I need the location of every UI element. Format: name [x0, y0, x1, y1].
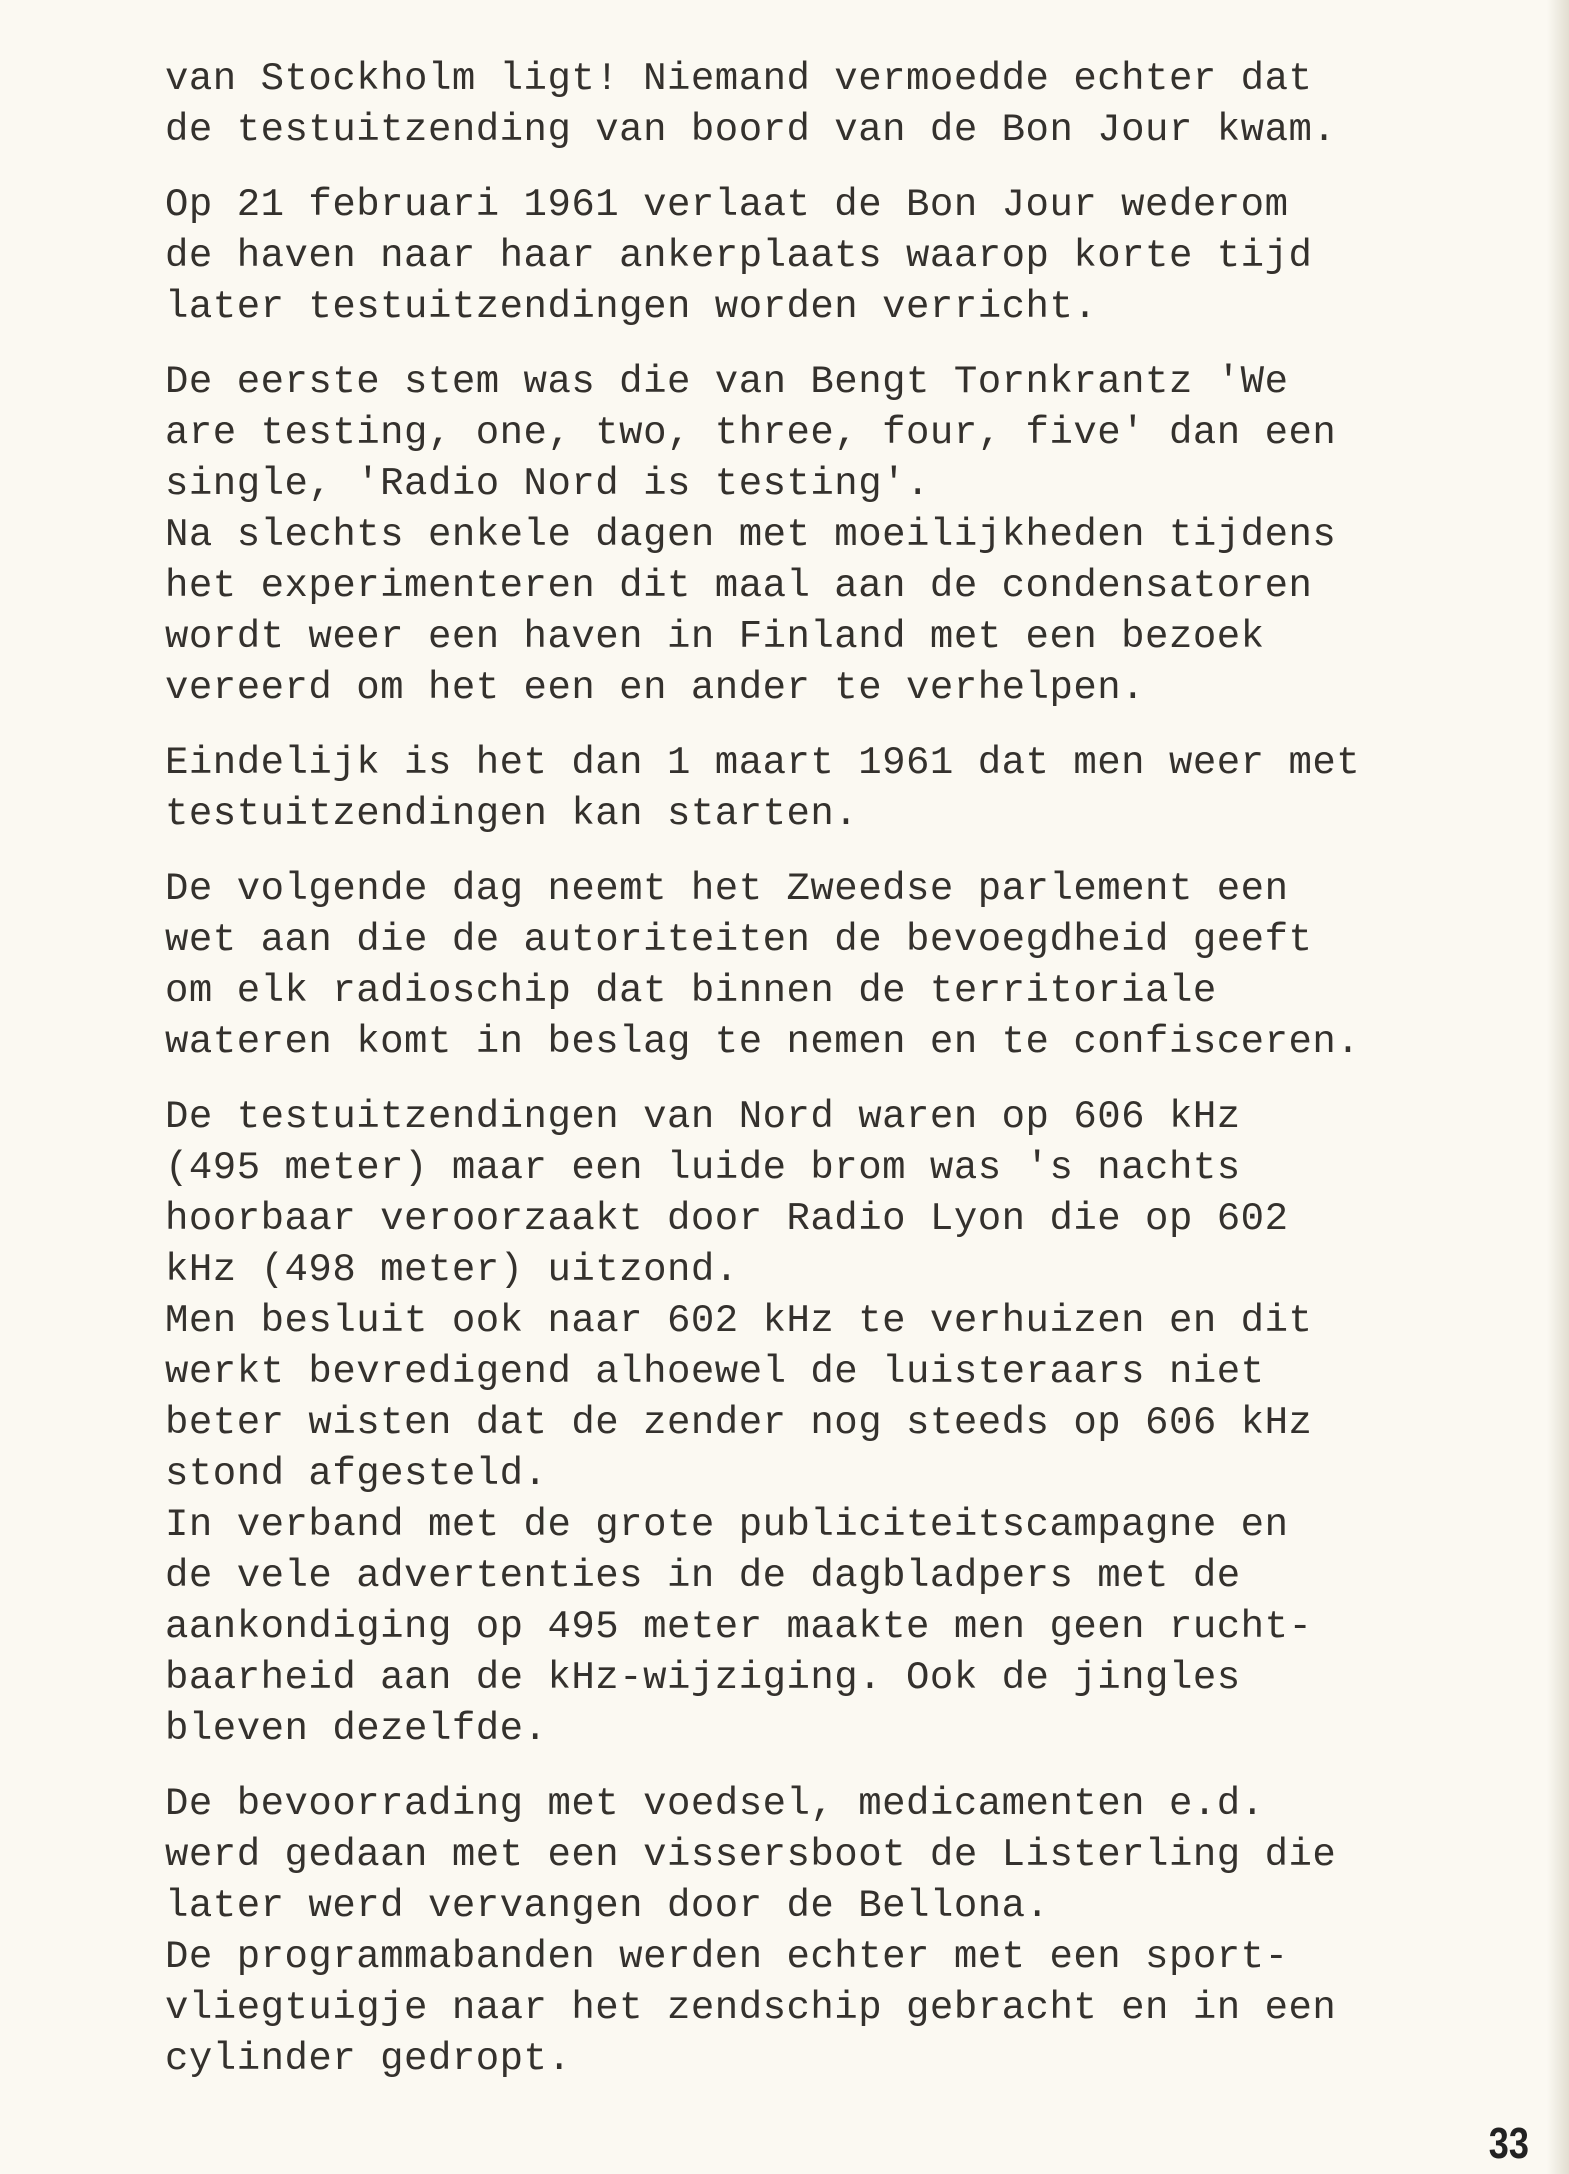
- text-line: aankondiging op 495 meter maakte men geen rucht-: [165, 1605, 1313, 1649]
- text-line: Men besluit ook naar 602 kHz te verhuizen en dit: [165, 1299, 1313, 1343]
- text-line: de testuitzending van boord van de Bon Jour kwam.: [165, 108, 1337, 152]
- text-line: later werd vervangen door de Bellona.: [165, 1884, 1050, 1928]
- text-line: bleven dezelfde.: [165, 1707, 548, 1751]
- text-line: vereerd om het een en ander te verhelpen.: [165, 666, 1146, 710]
- paragraph: [165, 1092, 1525, 1755]
- text-line: om elk radioschip dat binnen de territoriale: [165, 969, 1217, 1013]
- text-line: werd gedaan met een vissersboot de Listerling die: [165, 1833, 1337, 1877]
- text-line: De bevoorrading met voedsel, medicamenten e.d.: [165, 1782, 1265, 1826]
- text-line: werkt bevredigend alhoewel de luisteraars niet: [165, 1350, 1265, 1394]
- text-line: are testing, one, two, three, four, five' dan een: [165, 411, 1337, 455]
- text-line: In verband met de grote publiciteitscampagne en: [165, 1503, 1289, 1547]
- text-line: stond afgesteld.: [165, 1452, 548, 1496]
- text-line: later testuitzendingen worden verricht.: [165, 285, 1098, 329]
- paragraph: [165, 54, 1525, 156]
- text-line: beter wisten dat de zender nog steeds op 606 kHz: [165, 1401, 1313, 1445]
- page-number: 33: [1488, 2119, 1529, 2168]
- text-line: de vele advertenties in de dagbladpers met de: [165, 1554, 1241, 1598]
- text-line: testuitzendingen kan starten.: [165, 792, 859, 836]
- text-line: (495 meter) maar een luide brom was 's nachts: [165, 1146, 1241, 1190]
- paragraph: [165, 738, 1525, 840]
- text-line: single, 'Radio Nord is testing'.: [165, 462, 930, 506]
- text-line: cylinder gedropt.: [165, 2037, 572, 2081]
- text-line: de haven naar haar ankerplaats waarop korte tijd: [165, 234, 1313, 278]
- typewritten-text-body: [165, 54, 1525, 2109]
- paragraph: [165, 180, 1525, 333]
- text-line: Op 21 februari 1961 verlaat de Bon Jour wederom: [165, 183, 1289, 227]
- text-line: De programmabanden werden echter met een sport-: [165, 1935, 1289, 1979]
- text-line: De eerste stem was die van Bengt Tornkrantz 'We: [165, 360, 1289, 404]
- paragraph: [165, 864, 1525, 1068]
- text-line: De testuitzendingen van Nord waren op 606 kHz: [165, 1095, 1241, 1139]
- text-line: hoorbaar veroorzaakt door Radio Lyon die op 602: [165, 1197, 1289, 1241]
- text-line: Na slechts enkele dagen met moeilijkheden tijdens: [165, 513, 1337, 557]
- text-line: wateren komt in beslag te nemen en te confisceren.: [165, 1020, 1361, 1064]
- page-edge-shadow: [1547, 0, 1569, 2174]
- text-line: kHz (498 meter) uitzond.: [165, 1248, 739, 1292]
- text-line: De volgende dag neemt het Zweedse parlement een: [165, 867, 1289, 911]
- text-line: vliegtuigje naar het zendschip gebracht en in een: [165, 1986, 1337, 2030]
- text-line: wordt weer een haven in Finland met een bezoek: [165, 615, 1265, 659]
- paragraph: [165, 1779, 1525, 2085]
- text-line: het experimenteren dit maal aan de condensatoren: [165, 564, 1313, 608]
- paragraph: [165, 357, 1525, 714]
- text-line: baarheid aan de kHz-wijziging. Ook de jingles: [165, 1656, 1241, 1700]
- text-line: van Stockholm ligt! Niemand vermoedde echter dat: [165, 57, 1313, 101]
- text-line: Eindelijk is het dan 1 maart 1961 dat men weer met: [165, 741, 1361, 785]
- text-line: wet aan die de autoriteiten de bevoegdheid geeft: [165, 918, 1313, 962]
